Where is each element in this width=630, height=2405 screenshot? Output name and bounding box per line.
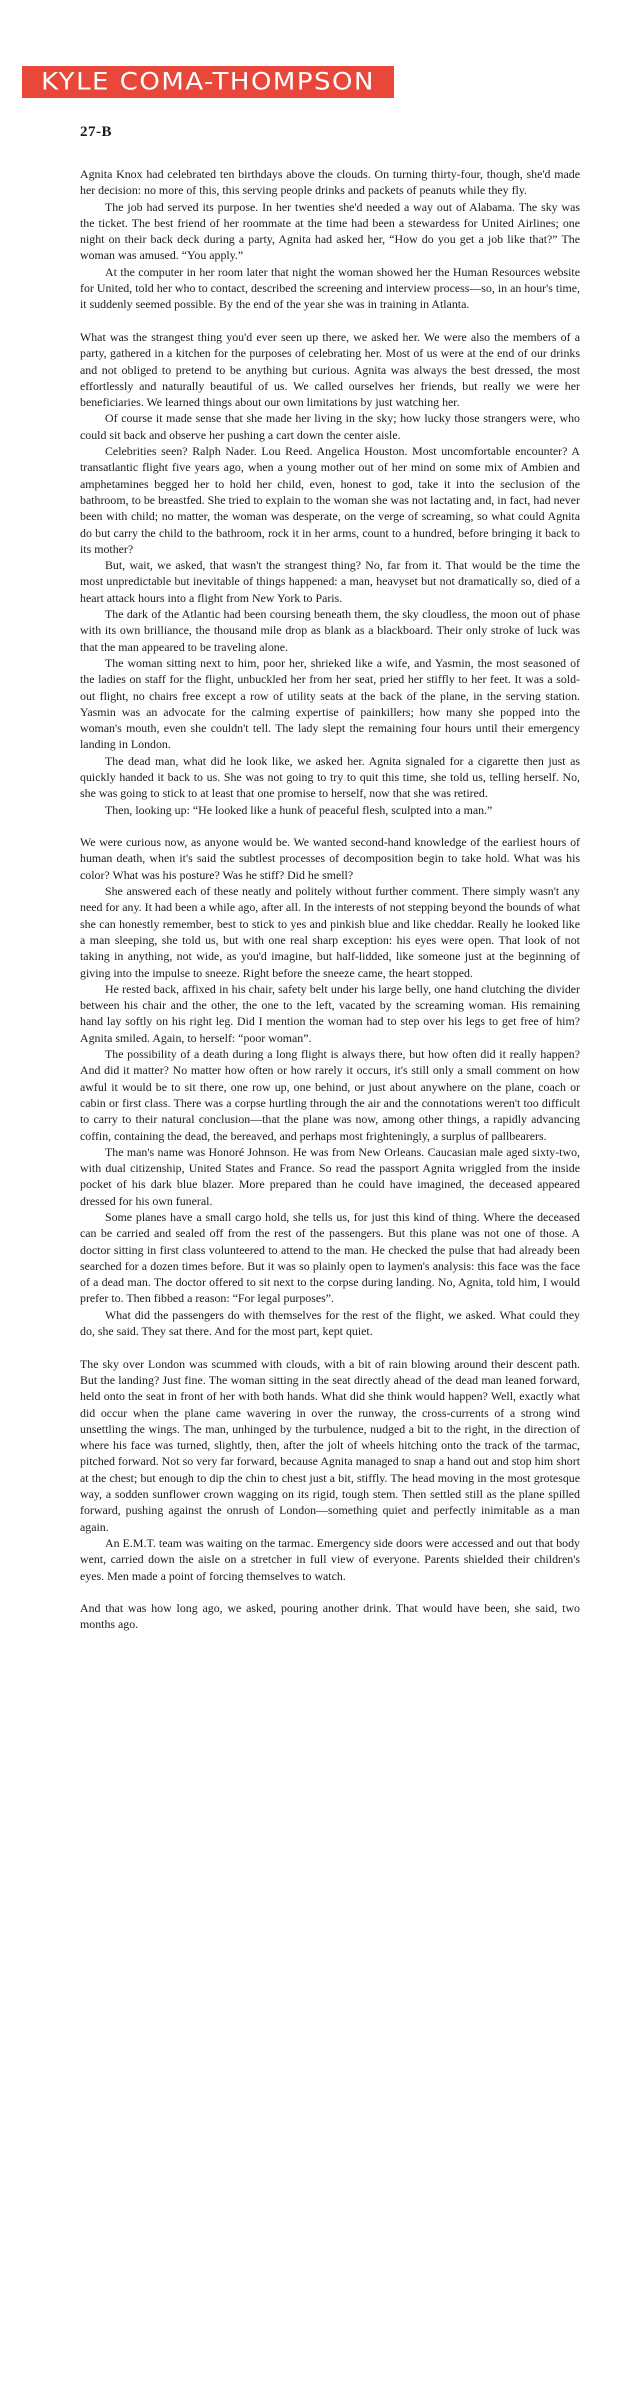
paragraph: And that was how long ago, we asked, pouring another drink. That would have been, she said, two months ago. [80, 1601, 580, 1632]
paragraph: The job had served its purpose. In her twenties she'd needed a way out of Alabama. The sky was the ticket. The best friend of her roommate at the time had been a stewardess for United Airlines; one night on their back deck during a party, Agnita had asked her, “How do you get a job like that?” The woman was amused. “You apply.” [80, 199, 580, 263]
paragraph: But, wait, we asked, that wasn't the strangest thing? No, far from it. That would be the time the most unpredictable but inevitable of things happened: a man, heavyset but not dramatically so, died of a heart attack hours into a flight from New York to Paris. [80, 558, 580, 605]
paragraph: Celebrities seen? Ralph Nader. Lou Reed. Angelica Houston. Most uncomfortable encounter? A transatlantic flight five years ago, when a young mother out of her mind on some mix of Ambien and amphetamines begged her to hold her child, even, honest to god, take it into the seclusion of the bathroom, to be breastfed. She tried to explain to the woman she was not lactating and, in fact, had never been with child; no matter, the woman was desperate, on the verge of screaming, so what could Agnita do but carry the child to the bathroom, rock it in her arms, count to a hundred, before bringing it back to its mother? [80, 444, 580, 556]
paragraph: Some planes have a small cargo hold, she tells us, for just this kind of thing. Where the deceased can be carried and sealed off from the rest of the passengers. But this plane was not one of those. A doctor sitting in first class volunteered to attend to the man. He checked the pulse that had already been searched for a dozen times before. But it was so plainly open to laymen's analysis: this face was the face of a dead man. The doctor offered to sit next to the corpse during landing. No, Agnita, told him, I would prefer to. Then fibbed a reason: “For legal purposes”. [80, 1210, 580, 1306]
section-break [80, 1339, 580, 1355]
section-break [80, 313, 580, 329]
paragraph: The dark of the Atlantic had been coursing beneath them, the sky cloudless, the moon out of phase with its own brilliance, the thousand mile drop as blank as a blackboard. Their only stroke of luck was that the man appeared to be traveling alone. [80, 607, 580, 654]
paragraph: An E.M.T. team was waiting on the tarmac. Emergency side doors were accessed and out that body went, carried down the aisle on a stretcher in full view of everyone. Parents shielded their children's eyes. Men made a point of forcing themselves to watch. [80, 1535, 580, 1583]
section-break [80, 818, 580, 834]
paragraph: The sky over London was scummed with clouds, with a bit of rain blowing around their descent path. But the landing? Just fine. The woman sitting in the seat directly ahead of the dead man leaned forward, held onto the seat in front of her with both hands. What did she think would happen? Well, exactly what did occur when the plane came wavering in over the runway, the cross-currents of a strong wind unsettling the wings. The man, unhinged by the turbulence, nudged a bit to the right, in the direction of where his face was turned, slightly, then, after the jolt of wheels hitching onto the track of the tarmac, pitched forward. Not so very far forward, because Agnita managed to snap a hand out and stop him short at the chest; but enough to dip the chin to chest just a bit, stiffly. The head moving in the most grotesque way, a sodden sunflower crown wagging on its rigid, tough stem. Then settled still as the plane spilled forward, pushing against the onrush of London—something quiet and perfectly inimitable as a man again. [80, 1356, 580, 1534]
paragraph: The dead man, what did he look like, we asked her. Agnita signaled for a cigarette then just as quickly handed it back to us. She was not going to try to quit this time, she told us, telling herself. No, she was going to stick to at least that one promise to herself, now that she was retired. [80, 753, 580, 801]
section-break [80, 1584, 580, 1600]
paragraph: Of course it made sense that she made her living in the sky; how lucky those strangers were, who could sit back and observe her pushing a cart down the center aisle. [80, 411, 580, 442]
author-name: KYLE COMA-THOMPSON [41, 68, 375, 96]
paragraph: He rested back, affixed in his chair, safety belt under his large belly, one hand clutching the divider between his chair and the other, the one to the left, vacated by the screaming woman. His remaining hand lay softly on his right leg. Did I mention the woman had to step over his legs to get free of him? Agnita smiled. Again, to herself: “poor woman”. [80, 981, 580, 1045]
paragraph: The possibility of a death during a long flight is always there, but how often did it really happen? And did it matter? No matter how often or how rarely it occurs, it's still only a small comment on how awful it would be to sit there, one row up, one behind, or just about anywhere on the plane, coach or cabin or first class. There was a corpse hurtling through the air and the connotations weren't too difficult to carry to their natural conclusion—that the plane was now, among other things, a rapidly advancing coffin, containing the dead, the bereaved, and perhaps most frighteningly, a surplus of pallbearers. [80, 1047, 580, 1143]
paragraph: Agnita Knox had celebrated ten birthdays above the clouds. On turning thirty-four, though, she'd made her decision: no more of this, this serving people drinks and packets of peanuts while they fly. [80, 167, 580, 198]
story-title: 27-B [80, 124, 112, 140]
story-body [80, 166, 580, 1633]
paragraph: The man's name was Honoré Johnson. He was from New Orleans. Caucasian male aged sixty-two, with dual citizenship, United States and France. So read the passport Agnita wriggled from the inside pocket of his dark blue blazer. More prepared than he could have imagined, the deceased appeared dressed for his own funeral. [80, 1144, 580, 1208]
paragraph: What did the passengers do with themselves for the rest of the flight, we asked. What could they do, she said. They sat there. And for the most part, kept quiet. [80, 1307, 580, 1339]
author-banner [22, 66, 394, 98]
paragraph: What was the strangest thing you'd ever seen up there, we asked her. We were also the members of a party, gathered in a kitchen for the purposes of celebrating her. Most of us were at the end of our drinks and not obliged to pretend to be anything but curious. Agnita was always the best dressed, the most effortlessly and naturally beautiful of us. We called ourselves her friends, but really we were her beneficiaries. We learned things about our own limitations by just watching her. [80, 329, 580, 410]
paragraph: She answered each of these neatly and politely without further comment. There simply wasn't any need for any. It had been a while ago, after all. In the interests of not stepping beyond the bounds of what she can honestly remember, best to stick to yes and pinkish blue and like cheddar. Really he looked like a man sleeping, she told us, but with one real sharp exception: his eyes were open. That look of not taking in anything, not wide, as you'd imagine, but half-lidded, like someone just at the beginning of giving into the impulse to sneeze. Right before the sneeze came, the heart stopped. [80, 884, 580, 980]
paragraph: We were curious now, as anyone would be. We wanted second-hand knowledge of the earliest hours of human death, when it's said the subtlest processes of decomposition begin to take hold. What was his color? What was his posture? Was he stiff? Did he smell? [80, 835, 580, 882]
paragraph: At the computer in her room later that night the woman showed her the Human Resources website for United, told her who to contact, described the screening and interview process—so, in an hour's time, it suddenly seemed possible. By the end of the year she was in training in Atlanta. [80, 264, 580, 312]
paragraph: The woman sitting next to him, poor her, shrieked like a wife, and Yasmin, the most seasoned of the ladies on staff for the flight, unbuckled her from her seat, pried her stiffly to her feet. It was a sold-out flight, no chairs free except a row of utility seats at the back of the plane, in the serving station. Yasmin was an advocate for the calming expertise of painkillers; how many she popped into the woman's mouth, even she couldn't tell. The lady slept the remaining four hours until their emergency landing in London. [80, 655, 580, 752]
paragraph: Then, looking up: “He looked like a hunk of peaceful flesh, sculpted into a man.” [105, 802, 493, 817]
